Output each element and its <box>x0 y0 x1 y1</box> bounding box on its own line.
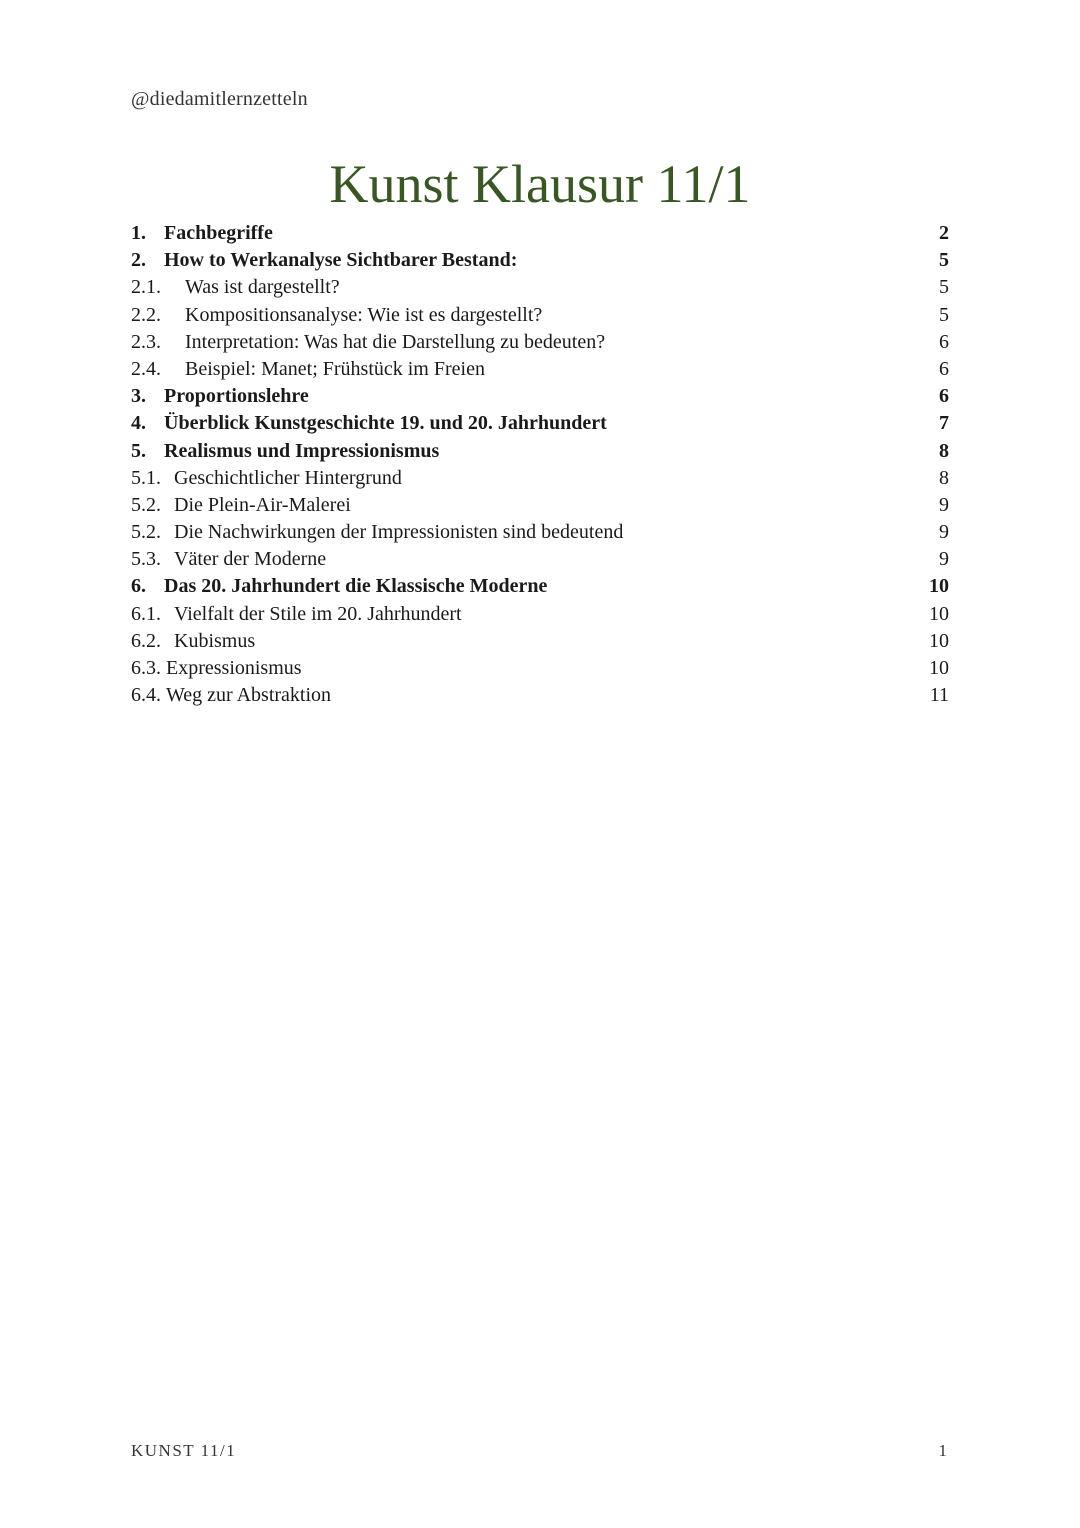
footer-page-number: 1 <box>938 1441 947 1460</box>
toc-entry-label: Realismus und Impressionismus <box>164 439 440 462</box>
toc-entry[interactable] <box>131 682 949 709</box>
toc-entry-number: 2.3. <box>131 330 161 353</box>
toc-entry[interactable] <box>131 465 949 492</box>
toc-entry-label: Die Plein-Air-Malerei <box>174 493 351 516</box>
toc-entry-number: 2.2. <box>131 303 161 326</box>
toc-entry-page: 9 <box>939 521 949 544</box>
toc-entry[interactable] <box>131 573 949 600</box>
toc-entry[interactable] <box>131 356 949 383</box>
toc-entry-number: 2.1. <box>131 276 161 299</box>
toc-entry-page: 6 <box>939 357 949 380</box>
toc-entry[interactable] <box>131 247 949 274</box>
toc-entry-label: Weg zur Abstraktion <box>166 684 332 707</box>
toc-entry-number: 3. <box>131 385 146 408</box>
toc-entry[interactable] <box>131 655 949 682</box>
toc-entry-number: 2. <box>131 249 146 272</box>
toc-entry-label: Geschichtlicher Hintergrund <box>174 466 402 489</box>
toc-entry-label: Was ist dargestellt? <box>185 276 340 299</box>
toc-entry-page: 5 <box>939 303 949 326</box>
toc-entry-number: 1. <box>131 222 146 244</box>
toc-entry-label: Fachbegriffe <box>164 222 273 244</box>
toc-entry-number: 6.4. <box>131 684 161 707</box>
toc-entry-page: 8 <box>939 466 949 489</box>
toc-entry-page: 9 <box>939 548 949 571</box>
toc-entry-page: 5 <box>939 249 949 272</box>
toc-entry-number: 6. <box>131 575 146 598</box>
toc-entry-number: 5.2. <box>131 493 161 516</box>
toc-entry-page: 10 <box>929 629 949 652</box>
table-of-contents <box>131 220 949 709</box>
toc-entry-page: 10 <box>929 575 949 598</box>
toc-entry-label: Interpretation: Was hat die Darstellung zu bedeuten? <box>185 330 606 353</box>
toc-entry-number: 5.1. <box>131 466 161 489</box>
toc-entry[interactable] <box>131 601 949 628</box>
toc-entry-page: 10 <box>929 657 949 679</box>
toc-entry-number: 2.4. <box>131 357 161 380</box>
toc-entry-number: 6.2. <box>131 629 161 652</box>
toc-entry-label: Das 20. Jahrhundert die Klassische Moderne <box>164 575 548 598</box>
toc-entry-page: 9 <box>939 493 949 516</box>
toc-entry-number: 5.2. <box>131 521 161 544</box>
footer-label: KUNST 11/1 <box>131 1441 237 1460</box>
toc-entry-label: Kubismus <box>174 629 256 652</box>
toc-entry-page: 11 <box>929 684 949 707</box>
toc-entry-label: Väter der Moderne <box>174 548 327 571</box>
toc-entry-label: Kompositionsanalyse: Wie ist es dargestellt? <box>185 303 543 326</box>
toc-entry-label: Überblick Kunstgeschichte 19. und 20. Jahrhundert <box>164 412 607 435</box>
toc-entry-page: 5 <box>939 276 949 299</box>
toc-entry-page: 10 <box>929 602 949 625</box>
toc-entry-page: 6 <box>939 330 949 353</box>
toc-entry-number: 5.3. <box>131 548 161 571</box>
toc-entry-label: How to Werkanalyse Sichtbarer Bestand: <box>164 249 518 272</box>
toc-entry[interactable] <box>131 383 949 410</box>
toc-entry[interactable] <box>131 492 949 519</box>
toc-entry-label: Vielfalt der Stile im 20. Jahrhundert <box>174 602 462 625</box>
toc-entry-number: 4. <box>131 412 146 435</box>
toc-entry[interactable] <box>131 274 949 301</box>
header-handle: @diedamitlernzetteln <box>131 88 308 110</box>
toc-entry[interactable] <box>131 220 949 247</box>
toc-entry-number: 6.1. <box>131 602 161 625</box>
toc-entry[interactable] <box>131 546 949 573</box>
toc-entry-page: 2 <box>939 222 949 244</box>
toc-entry[interactable] <box>131 410 949 437</box>
toc-entry[interactable] <box>131 302 949 329</box>
toc-entry[interactable] <box>131 438 949 465</box>
toc-entry[interactable] <box>131 329 949 356</box>
toc-entry-label: Beispiel: Manet; Frühstück im Freien <box>185 357 485 380</box>
toc-entry-label: Expressionismus <box>166 657 302 679</box>
toc-entry-number: 6.3. <box>131 657 161 679</box>
page-title: Kunst Klausur 11/1 <box>329 154 751 214</box>
toc-entry-page: 7 <box>939 412 949 435</box>
toc-entry-page: 6 <box>939 385 949 408</box>
toc-entry-page: 8 <box>939 439 949 462</box>
toc-entry[interactable] <box>131 628 949 655</box>
toc-entry-number: 5. <box>131 439 146 462</box>
toc-entry-label: Die Nachwirkungen der Impressionisten sind bedeutend <box>174 521 624 544</box>
toc-entry-label: Proportionslehre <box>164 385 309 408</box>
toc-entry[interactable] <box>131 519 949 546</box>
